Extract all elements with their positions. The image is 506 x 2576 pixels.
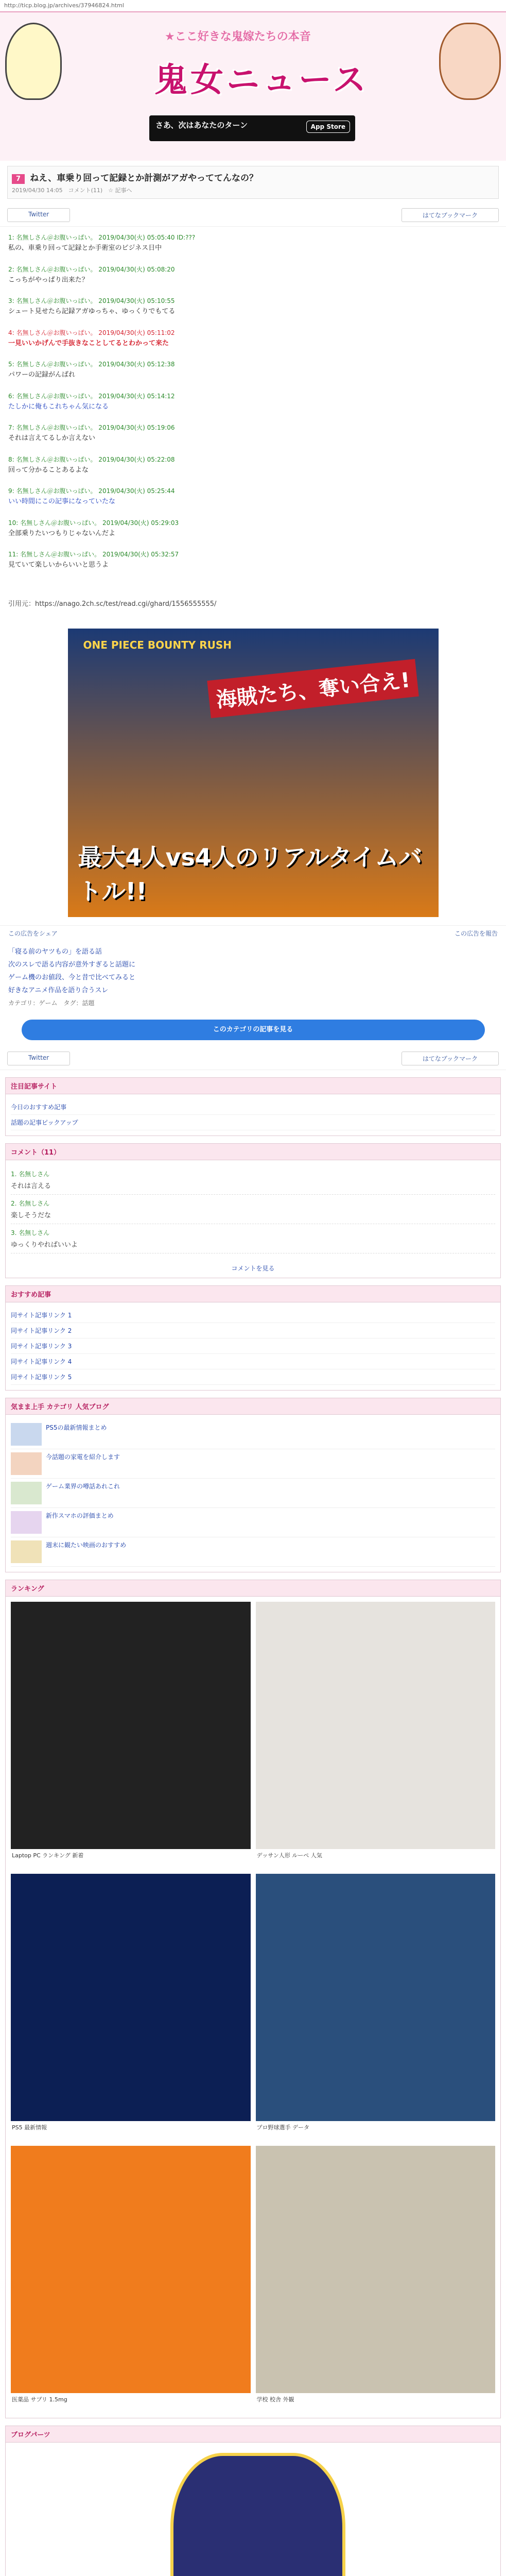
response-body: シュート見せたら記録アガゆっちゃ、ゆっくりでもてる — [8, 308, 176, 315]
comment-body: それは言える — [11, 1182, 51, 1190]
rss-thumbnail-icon — [11, 1540, 42, 1563]
related-link[interactable]: ゲーム機のお値段、今と昔で比べてみると — [8, 974, 136, 981]
rss-title[interactable]: 週末に観たい映画のおすすめ — [46, 1541, 127, 1549]
comment-author: 2. 名無しさん — [11, 1200, 50, 1207]
response-item — [8, 233, 498, 253]
rss-thumbnail-icon — [11, 1482, 42, 1504]
ranking-item[interactable] — [11, 2146, 251, 2413]
advertisement-banner[interactable] — [68, 629, 439, 917]
rss-item[interactable] — [11, 1479, 495, 1508]
response-item — [8, 360, 498, 380]
comment-body: ゆっくりやればいいよ — [11, 1241, 78, 1249]
character-illustration-icon — [170, 2453, 345, 2576]
sitelink-list — [6, 1302, 500, 1390]
article-number: 7 — [12, 174, 25, 184]
ad-catchcopy: 海賊たち、奪い合え! — [207, 659, 420, 718]
app-banner-text: さあ、次はあなたのターン — [155, 121, 248, 130]
rss-title[interactable]: 今話題の家電を紹介します — [46, 1453, 120, 1461]
ranking-caption[interactable]: Laptop PC ランキング 新着 — [12, 1852, 84, 1859]
ranking-caption[interactable]: プロ野球選手 データ — [256, 2124, 309, 2131]
ranking-thumbnail-icon — [11, 1602, 251, 1849]
recommend-heading: 注目記事サイト — [6, 1078, 500, 1094]
ad-caption — [0, 925, 506, 941]
ad-share-link[interactable]: この広告をシェア — [8, 930, 58, 937]
response-header: 10: 名無しさん＠お腹いっぱい。 2019/04/30(火) 05:29:03 — [8, 519, 179, 527]
site-link[interactable]: 同サイト記事リンク 4 — [11, 1354, 495, 1369]
ranking-thumbnail-icon — [256, 1602, 496, 1849]
recommend-link[interactable]: 話題の記事ピックアップ — [11, 1115, 495, 1130]
article-header — [7, 166, 499, 199]
comment-body: 楽しそうだな — [11, 1212, 51, 1219]
blogparts-widget[interactable] — [6, 2443, 500, 2576]
response-item — [8, 518, 498, 539]
rss-item[interactable] — [11, 1508, 495, 1537]
response-header: 9: 名無しさん＠お腹いっぱい。 2019/04/30(火) 05:25:44 — [8, 487, 175, 495]
related-link[interactable]: 「寝る前のヤツもの」を語る話 — [8, 948, 102, 956]
response-body: パワーの記録がんばれ — [8, 371, 76, 379]
rss-title[interactable]: 新作スマホの評価まとめ — [46, 1512, 114, 1519]
response-item — [8, 423, 498, 444]
response-body: たしかに俺もこれちゃん気になる — [8, 402, 109, 411]
share-bar-bottom — [0, 1047, 506, 1070]
comment-list — [6, 1160, 500, 1259]
comment-item — [11, 1165, 495, 1195]
ranking-item[interactable] — [256, 2146, 496, 2413]
response-header: 4: 名無しさん＠お腹いっぱい。 2019/04/30(火) 05:11:02 — [8, 329, 175, 336]
response-item — [8, 328, 498, 349]
thread-body — [0, 227, 506, 588]
sitelinks-heading: おすすめ記事 — [6, 1286, 500, 1302]
site-link[interactable]: 同サイト記事リンク 3 — [11, 1338, 495, 1354]
ranking-section — [5, 1580, 501, 2418]
article-tags: カテゴリ：ゲーム タグ：話題 — [8, 999, 95, 1007]
response-header: 3: 名無しさん＠お腹いっぱい。 2019/04/30(火) 05:10:55 — [8, 297, 175, 304]
share-twitter-button[interactable]: Twitter — [7, 208, 70, 222]
response-item — [8, 392, 498, 412]
rss-item[interactable] — [11, 1537, 495, 1567]
response-body: 全部乗りたいつもりじゃないんだよ — [8, 529, 116, 537]
site-header — [0, 11, 506, 161]
response-item — [8, 265, 498, 285]
comment-item — [11, 1224, 495, 1253]
response-item — [8, 296, 498, 317]
article-meta: 2019/04/30 14:05 コメント(11) ☆ 記事へ — [12, 187, 132, 194]
rss-list — [6, 1415, 500, 1572]
mascot-left-icon — [5, 23, 62, 100]
related-link[interactable]: 次のスレで語る内容が意外すぎると話題に — [8, 961, 136, 969]
ranking-thumbnail-icon — [11, 1874, 251, 2121]
rss-thumbnail-icon — [11, 1423, 42, 1446]
share-hatena-button[interactable]: はてなブックマーク — [402, 208, 499, 222]
rss-item[interactable] — [11, 1420, 495, 1449]
share-bar — [0, 204, 506, 227]
browser-url[interactable]: http://ticp.blog.jp/archives/37946824.html — [4, 2, 124, 9]
ranking-caption[interactable]: デッサン人形 ルーペ 人気 — [256, 1852, 322, 1859]
rss-title[interactable]: ゲーム業界の噂話あれこれ — [46, 1483, 120, 1490]
response-header: 7: 名無しさん＠お腹いっぱい。 2019/04/30(火) 05:19:06 — [8, 424, 175, 431]
ranking-heading: ランキング — [6, 1580, 500, 1597]
ranking-caption[interactable]: PS5 最新情報 — [12, 2124, 47, 2131]
site-title[interactable]: 鬼女ニュース — [154, 61, 369, 99]
related-links — [0, 941, 506, 1012]
ad-headline: 最大4人vs4人のリアルタイムバトル!! — [78, 843, 423, 905]
article-title: ねえ、車乗り回って記録とか計測がアガやっててんなの？ — [30, 173, 258, 183]
ranking-thumbnail-icon — [256, 2146, 496, 2393]
rss-item[interactable] — [11, 1449, 495, 1479]
ad-logo: ONE PIECE BOUNTY RUSH — [83, 639, 232, 651]
app-store-button[interactable]: App Store — [306, 121, 350, 133]
comment-author: 1. 名無しさん — [11, 1171, 50, 1178]
response-header: 5: 名無しさん＠お腹いっぱい。 2019/04/30(火) 05:12:38 — [8, 361, 175, 368]
ranking-item[interactable] — [11, 1602, 251, 1869]
app-banner[interactable] — [149, 115, 355, 141]
category-button[interactable]: このカテゴリの記事を見る — [22, 1020, 485, 1040]
comment-author: 3. 名無しさん — [11, 1229, 50, 1236]
response-header: 1: 名無しさん＠お腹いっぱい。 2019/04/30(火) 05:05:40 ID:??? — [8, 234, 196, 241]
rss-section — [5, 1398, 501, 1572]
recommend-section — [5, 1077, 501, 1136]
ranking-caption[interactable]: 医薬品 サプリ 1.5mg — [12, 2396, 67, 2403]
ranking-grid — [6, 1597, 500, 2418]
share-hatena-button-bottom[interactable]: はてなブックマーク — [402, 1052, 499, 1065]
ranking-item[interactable] — [11, 1874, 251, 2141]
response-header: 8: 名無しさん＠お腹いっぱい。 2019/04/30(火) 05:22:08 — [8, 455, 175, 463]
response-body: それは言えてるしか言えない — [8, 434, 96, 442]
response-body: 私の、車乗り回って記録とか手術室のビジネス日中 — [8, 244, 162, 252]
recommend-link[interactable]: 今日のおすすめ記事 — [11, 1099, 495, 1115]
response-header: 11: 名無しさん＠お腹いっぱい。 2019/04/30(火) 05:32:57 — [8, 551, 179, 558]
comment-item — [11, 1195, 495, 1224]
rss-thumbnail-icon — [11, 1452, 42, 1475]
rss-heading: 気まま上手 カテゴリ 人気ブログ — [6, 1398, 500, 1415]
response-body: こっちがやっぱり出来た？ — [8, 276, 89, 284]
site-link[interactable]: 同サイト記事リンク 2 — [11, 1323, 495, 1338]
more-comments-link[interactable]: コメントを見る — [231, 1265, 275, 1272]
response-header: 6: 名無しさん＠お腹いっぱい。 2019/04/30(火) 05:14:12 — [8, 392, 175, 400]
response-item — [8, 486, 498, 507]
response-body: いい時間にこの記事になっていたな — [8, 498, 116, 505]
recommend-list — [6, 1094, 500, 1136]
ranking-caption[interactable]: 学校 校舎 外観 — [256, 2396, 294, 2403]
comments-section — [5, 1143, 501, 1278]
site-link[interactable]: 同サイト記事リンク 1 — [11, 1308, 495, 1323]
ranking-thumbnail-icon — [11, 2146, 251, 2393]
response-header: 2: 名無しさん＠お腹いっぱい。 2019/04/30(火) 05:08:20 — [8, 265, 175, 273]
response-item — [8, 455, 498, 476]
blogparts-heading: ブログパーツ — [6, 2426, 500, 2443]
site-subtitle: ★ここ好きな鬼嫁たちの本音 — [165, 30, 311, 43]
ranking-item[interactable] — [256, 1874, 496, 2141]
rss-thumbnail-icon — [11, 1511, 42, 1534]
related-link[interactable]: 好きなアニメ作品を語り合うスレ — [8, 987, 109, 994]
site-link[interactable]: 同サイト記事リンク 5 — [11, 1369, 495, 1385]
comments-heading: コメント（11） — [6, 1144, 500, 1160]
share-twitter-button-bottom[interactable]: Twitter — [7, 1052, 70, 1065]
rss-title[interactable]: PS5の最新情報まとめ — [46, 1424, 107, 1431]
ranking-thumbnail-icon — [256, 1874, 496, 2121]
source-footnote[interactable]: 引用元：https://anago.2ch.sc/test/read.cgi/ghard/1556555555/ — [8, 600, 217, 608]
mascot-right-icon — [439, 23, 501, 100]
ad-report-link[interactable]: この広告を報告 — [454, 930, 498, 937]
response-item — [8, 550, 498, 570]
response-body: 一見いいかげんで手抜きなことしてるとわかって来た — [8, 339, 169, 347]
response-body: 見ていて楽しいからいいと思うよ — [8, 561, 109, 569]
response-body: 回って分かることあるよな — [8, 466, 89, 474]
blogparts-section — [5, 2426, 501, 2576]
sitelinks-section — [5, 1285, 501, 1391]
ranking-item[interactable] — [256, 1602, 496, 1869]
